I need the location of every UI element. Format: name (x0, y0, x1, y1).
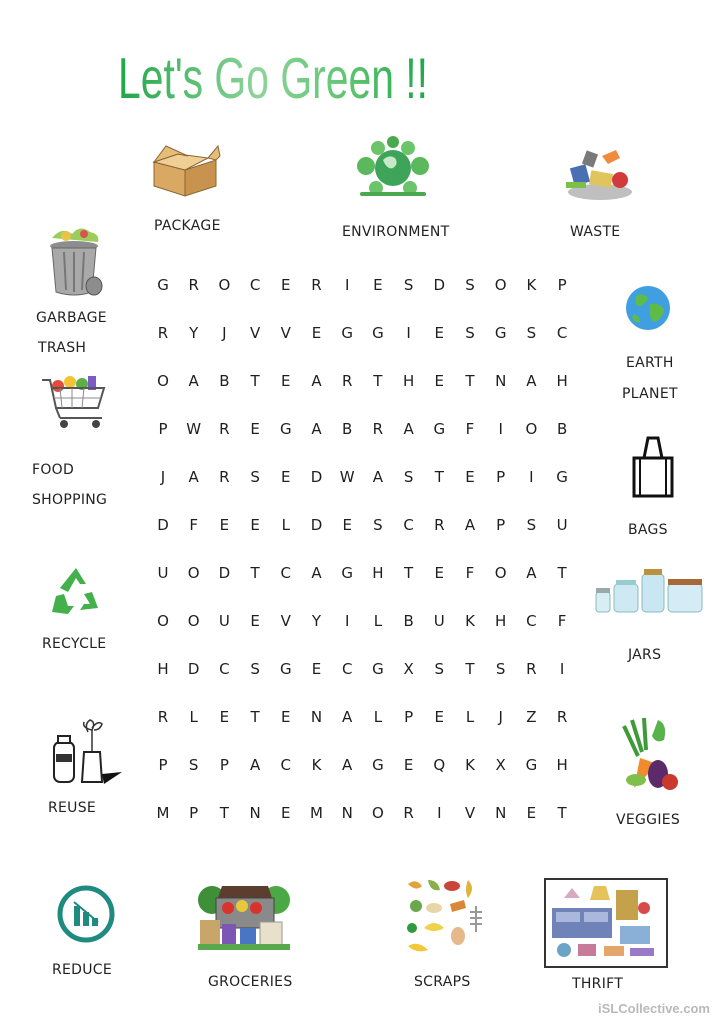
label-groceries: GROCERIES (208, 974, 293, 990)
grid-letter[interactable]: C (526, 612, 537, 630)
grid-letter[interactable]: N (310, 708, 323, 726)
reduce-chart-icon (56, 884, 116, 944)
grid-letter[interactable]: T (404, 564, 414, 582)
grid-letter[interactable]: E (434, 324, 445, 342)
grid-letter[interactable]: B (342, 420, 353, 438)
label-bags: BAGS (628, 522, 668, 538)
grid-letter[interactable]: D (218, 564, 231, 582)
grid-letter[interactable]: F (557, 612, 567, 630)
grid-letter[interactable]: N (341, 804, 353, 822)
grid-letter[interactable]: D (187, 660, 200, 678)
jars-icon (592, 566, 710, 616)
grid-letter[interactable]: T (465, 660, 475, 678)
label-garbage: GARBAGE (36, 310, 107, 326)
grid-letter[interactable]: A (188, 372, 199, 390)
grid-letter[interactable]: U (157, 564, 169, 582)
grid-letter[interactable]: S (403, 468, 414, 486)
grid-row (148, 612, 580, 660)
grid-letter[interactable]: M (310, 804, 323, 822)
label-food: FOOD (32, 462, 75, 478)
grid-letter[interactable]: E (403, 756, 414, 774)
tote-bag-icon (632, 436, 674, 498)
grid-letter[interactable]: Q (433, 756, 446, 774)
grid-letter[interactable]: J (498, 708, 503, 726)
earth-icon (624, 284, 672, 332)
grid-letter[interactable]: T (219, 804, 229, 822)
grid-letter[interactable]: K (311, 756, 322, 774)
grid-letter[interactable]: A (249, 756, 261, 774)
grid-letter[interactable]: E (373, 276, 383, 294)
grid-letter[interactable]: R (188, 276, 199, 294)
grid-row (148, 372, 580, 420)
recycle-icon (50, 564, 102, 616)
grid-letter[interactable]: A (342, 756, 353, 774)
grid-letter[interactable]: E (311, 660, 322, 678)
grid-row (148, 276, 580, 324)
grid-letter[interactable]: G (279, 420, 292, 438)
grid-row (148, 420, 580, 468)
label-environment: ENVIRONMENT (342, 224, 450, 240)
grid-letter[interactable]: S (465, 324, 475, 342)
grid-letter[interactable]: O (187, 564, 200, 582)
grid-letter[interactable]: H (556, 756, 568, 774)
grid-letter[interactable]: I (437, 804, 442, 822)
grid-letter[interactable]: A (342, 708, 353, 726)
grid-letter[interactable]: E (250, 420, 260, 438)
grid-letter[interactable]: R (556, 708, 568, 726)
grid-letter[interactable]: H (372, 564, 384, 582)
grid-letter[interactable]: O (494, 564, 507, 582)
grid-letter[interactable]: G (372, 324, 384, 342)
grid-letter[interactable]: I (498, 420, 503, 438)
grid-letter[interactable]: E (434, 372, 445, 390)
shopping-cart-icon (40, 372, 110, 430)
grid-letter[interactable]: D (157, 516, 169, 534)
grid-letter[interactable]: P (557, 276, 567, 294)
grid-letter[interactable]: E (281, 708, 291, 726)
grid-row (148, 756, 580, 804)
grid-letter[interactable]: E (342, 516, 352, 534)
grid-letter[interactable]: V (249, 324, 261, 342)
grid-letter[interactable]: C (280, 564, 292, 582)
grid-letter[interactable]: P (158, 420, 168, 438)
grid-letter[interactable]: G (556, 468, 568, 486)
grid-letter[interactable]: R (157, 708, 169, 726)
grid-letter[interactable]: B (219, 372, 230, 390)
label-thrift: THRIFT (572, 976, 624, 992)
title-text: Let's Go Green !! (118, 46, 428, 111)
grid-letter[interactable]: P (496, 516, 506, 534)
trash-can-icon (44, 226, 104, 298)
grid-letter[interactable]: G (494, 324, 507, 342)
grid-letter[interactable]: N (249, 804, 261, 822)
label-package: PACKAGE (154, 218, 221, 234)
vegetables-icon (614, 716, 678, 792)
grid-letter[interactable]: I (529, 468, 534, 486)
grid-letter[interactable]: U (433, 612, 445, 630)
grid-letter[interactable]: T (434, 468, 444, 486)
label-jars: JARS (628, 647, 662, 663)
grid-letter[interactable]: G (372, 660, 384, 678)
grid-letter[interactable]: E (219, 516, 230, 534)
grid-letter[interactable]: A (403, 420, 414, 438)
waste-pile-icon (562, 146, 640, 202)
grid-row (148, 564, 580, 612)
grid-letter[interactable]: A (188, 468, 199, 486)
grid-row (148, 516, 580, 564)
grid-letter[interactable]: S (188, 756, 199, 774)
grid-letter[interactable]: D (310, 516, 323, 534)
grid-letter[interactable]: A (311, 420, 322, 438)
grid-letter[interactable]: X (403, 660, 414, 678)
grid-letter[interactable]: H (556, 372, 568, 390)
grid-letter[interactable]: G (157, 276, 169, 294)
grid-letter[interactable]: I (344, 612, 350, 630)
grid-letter[interactable]: U (218, 612, 230, 630)
grid-letter[interactable]: S (434, 660, 445, 678)
grid-letter[interactable]: C (219, 660, 230, 678)
grid-letter[interactable]: F (189, 516, 198, 534)
label-reuse: REUSE (48, 800, 97, 816)
label-waste: WASTE (570, 224, 621, 240)
grid-letter[interactable]: O (218, 276, 231, 294)
grid-letter[interactable]: B (403, 612, 414, 630)
grid-letter[interactable]: H (157, 660, 169, 678)
grid-letter[interactable]: E (434, 564, 445, 582)
grid-letter[interactable]: P (496, 468, 506, 486)
grid-letter[interactable]: S (403, 276, 414, 294)
green-globe-icon (350, 136, 436, 200)
grocery-basket-icon (192, 878, 298, 954)
grid-letter[interactable]: S (250, 660, 260, 678)
grid-letter[interactable]: O (525, 420, 538, 438)
grid-letter[interactable]: A (526, 564, 537, 582)
grid-letter[interactable]: R (372, 420, 384, 438)
label-trash: TRASH (38, 340, 87, 356)
grid-letter[interactable]: F (465, 564, 475, 582)
grid-letter[interactable]: I (406, 324, 411, 342)
grid-letter[interactable]: L (373, 708, 383, 726)
grid-letter[interactable]: E (281, 804, 291, 822)
grid-letter[interactable]: C (341, 660, 353, 678)
grid-letter[interactable]: R (434, 516, 445, 534)
grid-letter[interactable]: S (465, 276, 475, 294)
grid-letter[interactable]: E (281, 372, 291, 390)
grid-letter[interactable]: I (559, 660, 565, 678)
grid-letter[interactable]: E (250, 612, 260, 630)
grid-letter[interactable]: E (434, 708, 445, 726)
grid-letter[interactable]: G (341, 324, 353, 342)
grid-letter[interactable]: T (373, 372, 383, 390)
grid-letter[interactable]: E (219, 708, 230, 726)
label-recycle: RECYCLE (42, 636, 107, 652)
food-scraps-icon (402, 876, 488, 956)
grid-letter[interactable]: L (373, 612, 383, 630)
cardboard-box-icon (148, 140, 222, 198)
grid-letter[interactable]: E (281, 276, 291, 294)
grid-letter[interactable]: A (372, 468, 384, 486)
grid-letter[interactable]: E (465, 468, 475, 486)
grid-letter[interactable]: C (556, 324, 568, 342)
grid-letter[interactable]: H (495, 612, 507, 630)
label-shopping: SHOPPING (32, 492, 108, 508)
grid-letter[interactable]: L (281, 516, 290, 534)
grid-letter[interactable]: L (465, 708, 475, 726)
grid-letter[interactable]: M (156, 804, 170, 822)
thrift-shop-icon (544, 878, 668, 968)
grid-letter[interactable]: E (526, 804, 537, 822)
grid-letter[interactable]: S (526, 516, 537, 534)
grid-letter[interactable]: D (433, 276, 446, 294)
grid-letter[interactable]: B (556, 420, 568, 438)
grid-letter[interactable]: O (494, 276, 507, 294)
word-search-grid (148, 276, 580, 836)
grid-letter[interactable]: P (219, 756, 229, 774)
grid-letter[interactable]: X (495, 756, 506, 774)
grid-letter[interactable]: T (465, 372, 475, 390)
grid-letter[interactable]: T (250, 564, 260, 582)
grid-letter[interactable]: R (341, 372, 353, 390)
grid-letter[interactable]: C (403, 516, 414, 534)
grid-letter[interactable]: T (557, 564, 567, 582)
grid-letter[interactable]: R (219, 420, 230, 438)
grid-letter[interactable]: V (464, 804, 476, 822)
grid-letter[interactable]: H (402, 372, 415, 390)
grid-letter[interactable]: R (219, 468, 230, 486)
grid-letter[interactable]: G (279, 660, 292, 678)
grid-letter[interactable]: S (526, 324, 537, 342)
grid-letter[interactable]: A (311, 372, 322, 390)
grid-letter[interactable]: G (372, 756, 384, 774)
grid-row (148, 660, 580, 708)
grid-letter[interactable]: T (250, 708, 260, 726)
grid-letter[interactable]: K (465, 612, 475, 630)
grid-letter[interactable]: N (495, 372, 507, 390)
grid-letter[interactable]: L (189, 708, 198, 726)
grid-letter[interactable]: K (465, 756, 475, 774)
grid-letter[interactable]: O (157, 372, 169, 390)
grid-letter[interactable]: O (187, 612, 200, 630)
grid-letter[interactable]: G (433, 420, 446, 438)
grid-letter[interactable]: A (464, 516, 476, 534)
label-reduce: REDUCE (52, 962, 113, 978)
grid-letter[interactable]: Z (526, 708, 537, 726)
grid-letter[interactable]: E (281, 468, 291, 486)
label-planet: PLANET (622, 386, 678, 402)
site-watermark: iSLCollective.com (598, 1001, 710, 1016)
grid-letter[interactable]: T (250, 372, 260, 390)
grid-letter[interactable]: S (250, 468, 260, 486)
grid-letter[interactable]: S (495, 660, 506, 678)
grid-letter[interactable]: S (373, 516, 383, 534)
grid-row (148, 324, 580, 372)
grid-letter[interactable]: V (280, 612, 291, 630)
grid-letter[interactable]: R (311, 276, 322, 294)
grid-letter[interactable]: A (311, 564, 322, 582)
grid-letter[interactable]: J (160, 468, 166, 486)
grid-row (148, 708, 580, 756)
grid-letter[interactable]: J (222, 324, 227, 342)
grid-letter[interactable]: K (526, 276, 537, 294)
grid-letter[interactable]: Y (311, 612, 322, 630)
grid-letter[interactable]: V (280, 324, 291, 342)
grid-letter[interactable]: A (526, 372, 537, 390)
grid-letter[interactable]: F (465, 420, 475, 438)
grid-letter[interactable]: C (280, 756, 292, 774)
grid-letter[interactable]: P (158, 756, 168, 774)
grid-letter[interactable]: U (556, 516, 568, 534)
grid-row (148, 804, 580, 852)
reused-bottles-icon (48, 714, 124, 786)
grid-letter[interactable]: P (189, 804, 199, 822)
grid-letter[interactable]: G (525, 756, 538, 774)
grid-letter[interactable]: I (344, 276, 350, 294)
grid-letter[interactable]: R (157, 324, 169, 342)
grid-letter[interactable]: N (495, 804, 507, 822)
label-scraps: SCRAPS (414, 974, 471, 990)
worksheet-title (118, 38, 448, 118)
grid-letter[interactable]: O (157, 612, 169, 630)
grid-letter[interactable]: T (557, 804, 567, 822)
grid-letter[interactable]: W (186, 420, 202, 438)
grid-letter[interactable]: G (341, 564, 353, 582)
grid-letter[interactable]: D (310, 468, 323, 486)
grid-letter[interactable]: R (526, 660, 537, 678)
grid-row (148, 468, 580, 516)
grid-letter[interactable]: Y (189, 324, 199, 342)
grid-letter[interactable]: E (250, 516, 260, 534)
grid-letter[interactable]: E (311, 324, 322, 342)
grid-letter[interactable]: P (404, 708, 414, 726)
label-veggies: VEGGIES (616, 812, 681, 828)
label-earth: EARTH (626, 355, 674, 371)
grid-letter[interactable]: R (403, 804, 414, 822)
grid-letter[interactable]: O (371, 804, 384, 822)
grid-letter[interactable]: W (339, 468, 355, 486)
grid-letter[interactable]: C (249, 276, 261, 294)
